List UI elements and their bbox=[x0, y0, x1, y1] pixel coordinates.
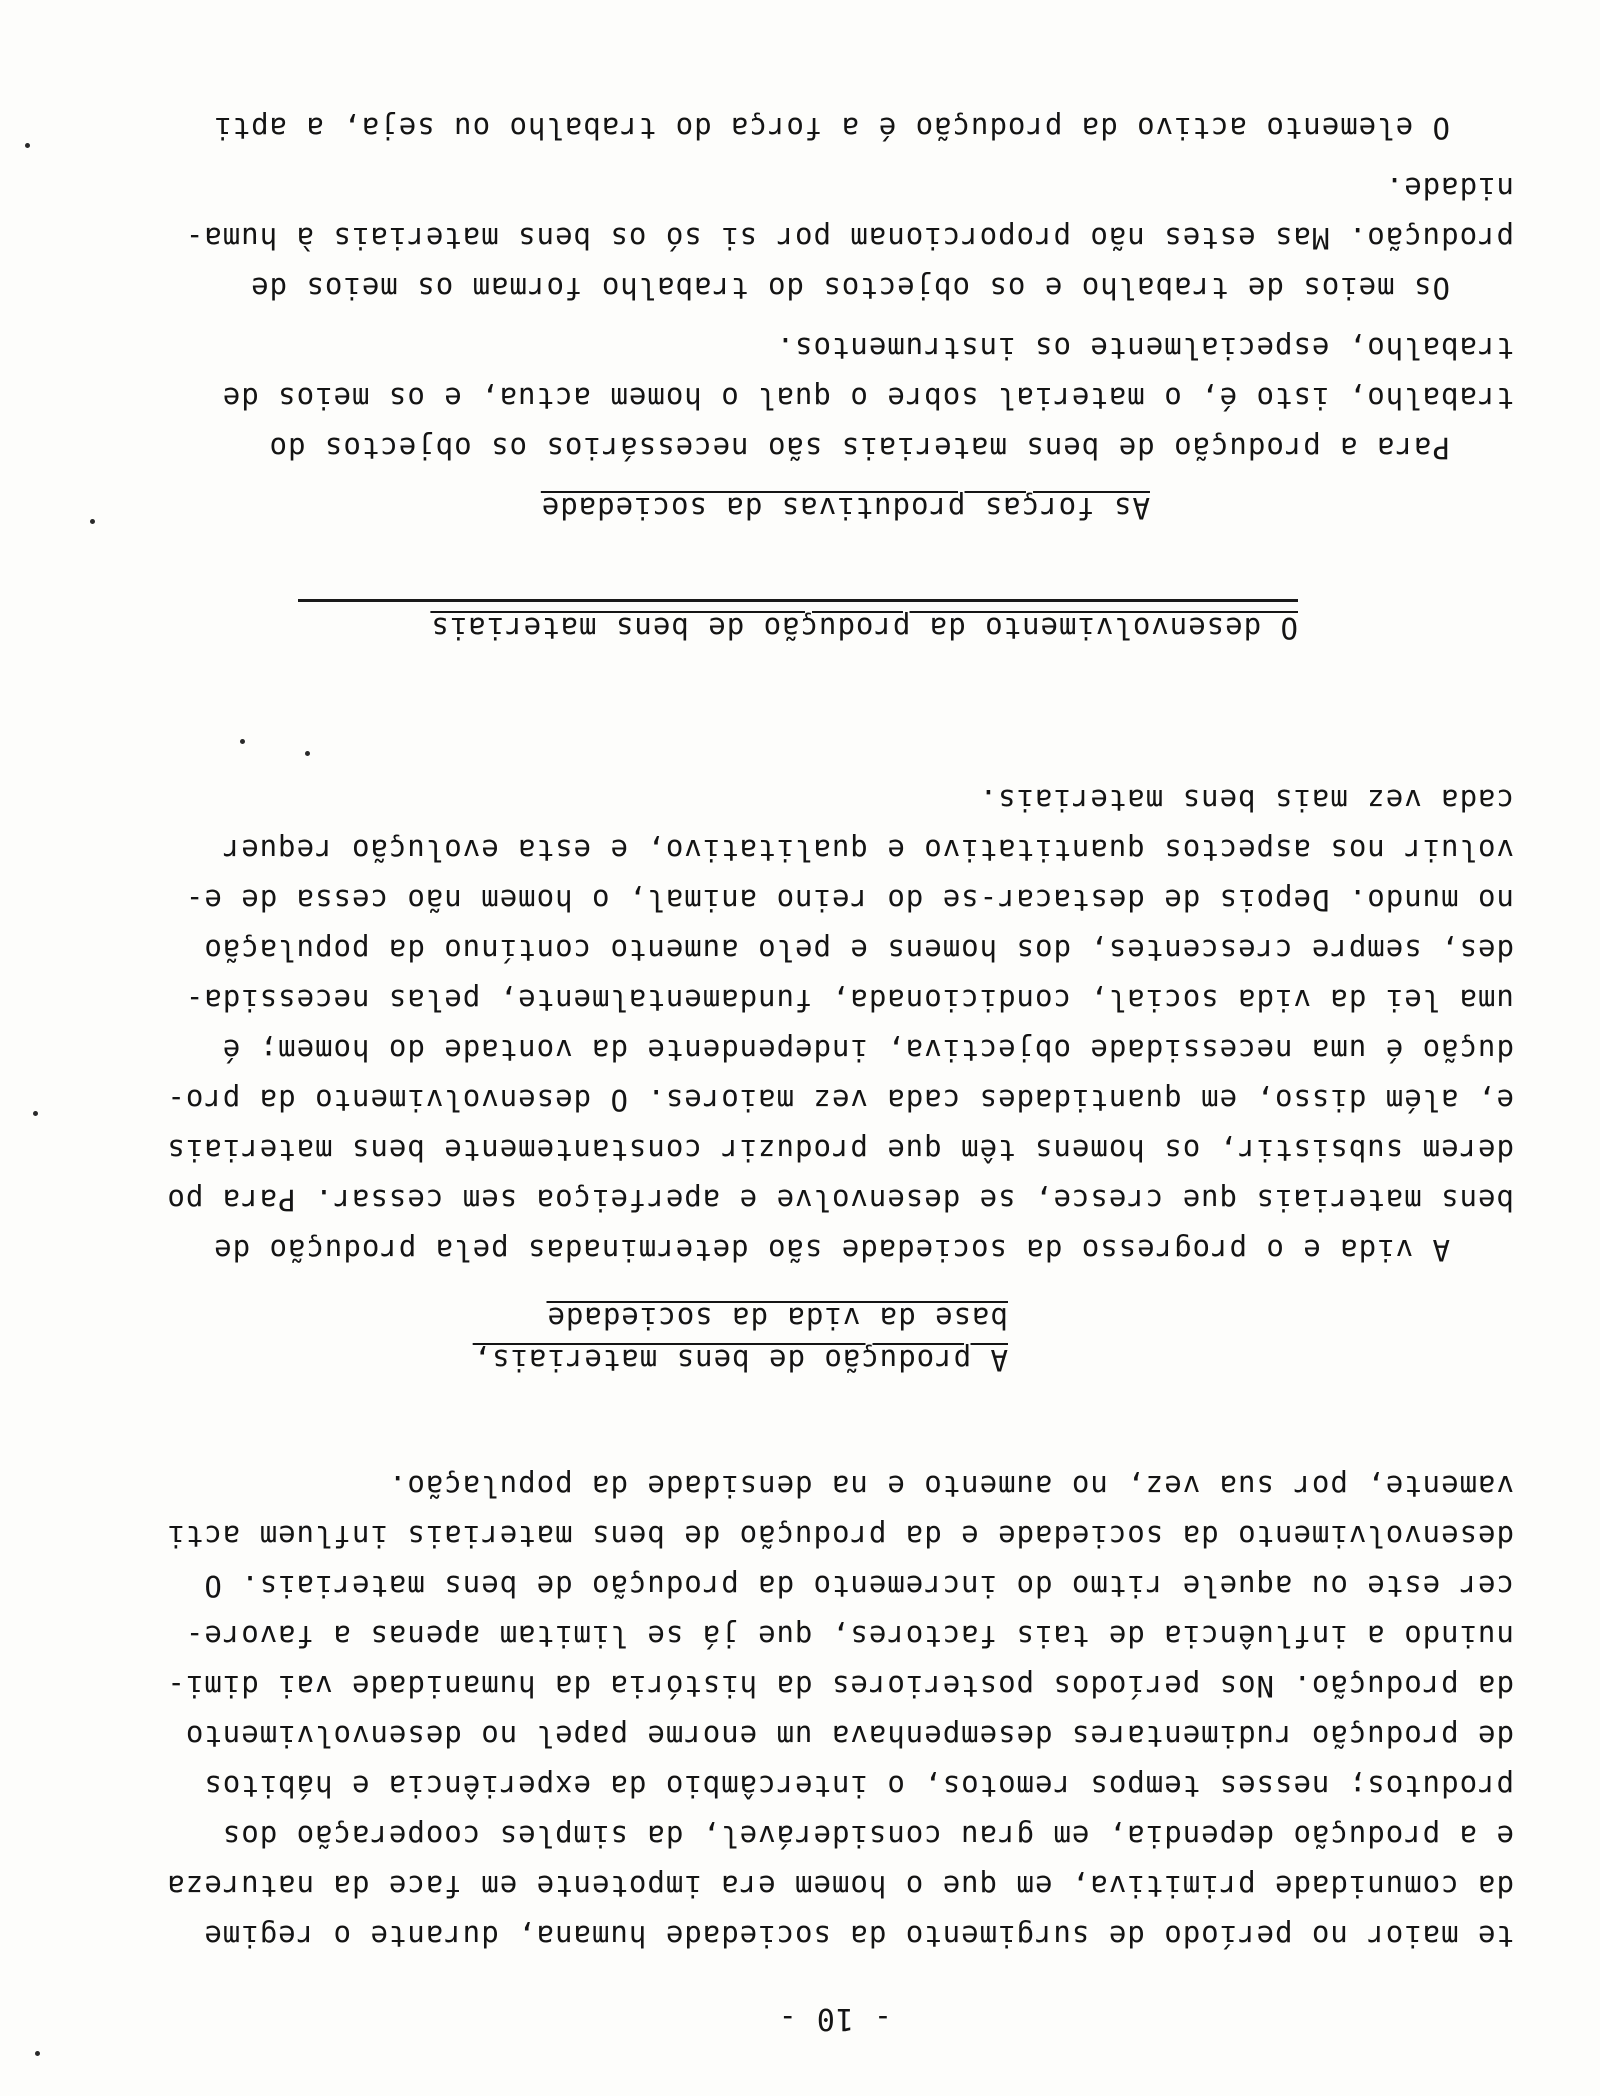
page-number: - 10 - bbox=[777, 2001, 892, 2036]
text-line: Os meios de trabalho e os objectos do trabalho formam os meios de bbox=[250, 271, 1450, 305]
text-line: te maior no período de surgimento da sociedade humana, durante o regime bbox=[203, 1919, 1514, 1953]
text-line: voluir nos aspectos quantitativo e qualitativo, e esta evolução requer bbox=[221, 833, 1514, 867]
text-line: bens materiais que cresce, se desenvolve e aperfeiçoa sem cessar. Para po bbox=[166, 1183, 1514, 1217]
text-line: vamente, por sua vez, no aumento e na densidade da população. bbox=[387, 1469, 1514, 1503]
text-line: desenvolvimento da sociedade e da produção de bens materiais influem acti bbox=[166, 1519, 1514, 1553]
section-heading: O desenvolvimento da produção de bens materiais bbox=[430, 611, 1298, 645]
scan-speck bbox=[90, 519, 95, 524]
section-heading: As forças produtivas da sociedade bbox=[540, 491, 1150, 525]
scan-speck bbox=[305, 751, 310, 756]
text-line: da produção. Nos períodos posteriores da história da humanidade vai dimi- bbox=[166, 1669, 1514, 1703]
double-underline bbox=[298, 599, 1298, 602]
text-line: trabalho, especialmente os instrumentos. bbox=[775, 331, 1514, 365]
text-line: des, sempre crescentes, dos homens e pelo aumento contínuo da população bbox=[203, 933, 1514, 967]
text-line: uma lei da vida social, condicionada, fundamentalmente, pelas necessida- bbox=[184, 983, 1514, 1017]
text-line: nidade. bbox=[1384, 171, 1514, 205]
text-line: trabalho, isto é, o material sobre o qual o homem actua, e os meios de bbox=[221, 381, 1514, 415]
text-line: dução é uma necessidade objectiva, independente da vontade do homem; é bbox=[221, 1033, 1514, 1067]
section-heading: A produção de bens materiais, bbox=[472, 1343, 1008, 1377]
text-line: produção. Mas estes não proporcionam por si só os bens materiais à huma- bbox=[184, 221, 1514, 255]
scan-speck bbox=[240, 739, 245, 744]
scan-speck bbox=[35, 2051, 40, 2056]
text-line: nuindo a influência de tais factores, que já se limitam apenas a favore- bbox=[184, 1619, 1514, 1653]
text-line: e a produção dependia, em grau considerável, da simples cooperação dos bbox=[221, 1819, 1514, 1853]
text-line: Para a produção de bens materiais são necessários os objectos do bbox=[268, 431, 1450, 465]
scan-speck bbox=[33, 1111, 38, 1116]
text-line: A vida e o progresso da sociedade são determinadas pela produção de bbox=[213, 1233, 1450, 1267]
text-line: e, além disso, em quantidades cada vez maiores. O desenvolvimento da pro- bbox=[166, 1083, 1514, 1117]
text-line: O elemento activo da produção é a força do trabalho ou seja, a apti bbox=[213, 111, 1450, 145]
text-line: cada vez mais bens materiais. bbox=[978, 783, 1514, 817]
scan-speck bbox=[25, 143, 30, 148]
text-line: no mundo. Depois de destacar-se do reino animal, o homem não cessa de e- bbox=[184, 883, 1514, 917]
text-line: derem subsistir, os homens têm que produzir constantemente bens materiais bbox=[166, 1133, 1514, 1167]
text-line: de produção rudimentares desempenhava um enorme papel no desenvolvimento bbox=[184, 1719, 1514, 1753]
text-line: da comunidade primitiva, em que o homem era impotente em face da natureza bbox=[166, 1869, 1514, 1903]
text-line: cer este ou aquele ritmo do incremento da produção de bens materiais. O bbox=[203, 1569, 1514, 1603]
section-heading: base da vida da sociedade bbox=[546, 1301, 1008, 1335]
text-line: produtos; nesses tempos remotos, o intercâmbio da experiência e hábitos bbox=[203, 1769, 1514, 1803]
